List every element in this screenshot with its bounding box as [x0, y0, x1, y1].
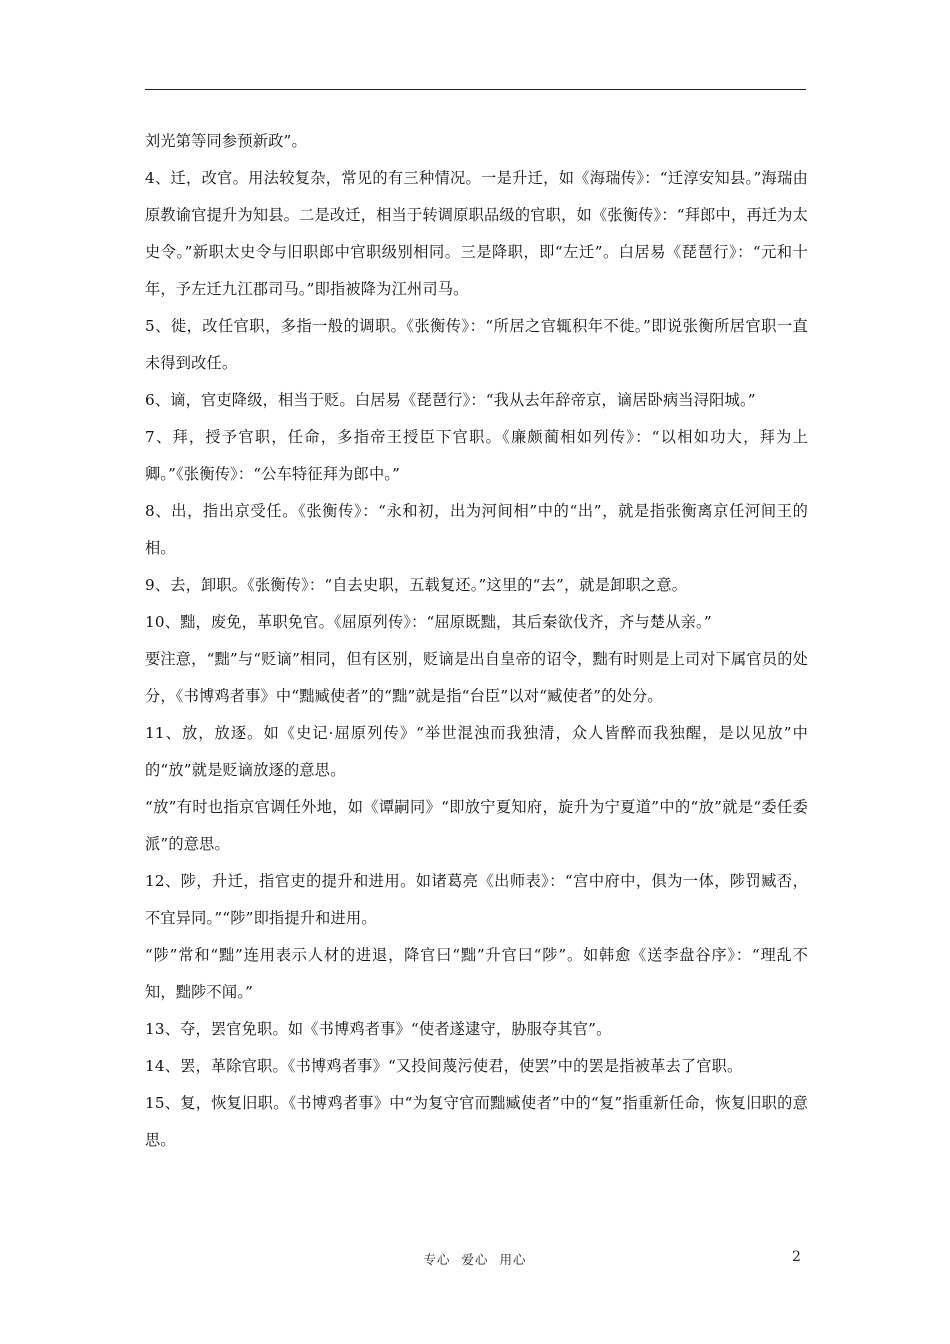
paragraph: 13、夺，罢官免职。如《书博鸡者事》“使者遂逮守，胁服夺其官”。 — [145, 1020, 612, 1038]
page-number: 2 — [792, 1249, 801, 1265]
paragraph: 要注意，“黜”与“贬谪”相同，但有区别，贬谪是出自皇帝的诏令，黜有时则是上司对下属官员的处分，《书博鸡者事》中“黜臧使者”的“黜”就是指“台臣”以对“臧使者”的处分。 — [145, 650, 808, 705]
paragraph: 14、罢，革除官职。《书博鸡者事》“又投间蔑污使君，使罢”中的罢是指被革去了官职。 — [145, 1057, 743, 1075]
paragraph: 10、黜，废免，革职免官。《屈原列传》：“屈原既黜，其后秦欲伐齐，齐与楚从亲。” — [145, 613, 712, 631]
paragraph: 6、谪，官吏降级，相当于贬。白居易《琵琶行》：“我从去年辞帝京，谪居卧病当浔阳城。” — [145, 391, 756, 409]
paragraph: “陟”常和“黜”连用表示人材的进退，降官曰“黜”升官曰“陟”。如韩愈《送李盘谷序》：“理乱不知，黜陟不闻。” — [145, 946, 808, 1001]
paragraph: 15、复，恢复旧职。《书博鸡者事》中“为复守官而黜臧使者”中的“复”指重新任命，恢复旧职的意思。 — [145, 1094, 808, 1149]
paragraph: 4、迁，改官。用法较复杂，常见的有三种情况。一是升迁，如《海瑞传》：“迁淳安知县。”海瑞由原教谕官提升为知县。二是改迁，相当于转调原职品级的官职，如《张衡传》：“拜郎中，再迁为太史令。”新职太史令与旧职郎中官职级别相同。三是降职，即“左迁”。白居易《琵琶行》：“元和十年，予左迁九江郡司马。”即指被降为江州司马。 — [145, 169, 808, 298]
footer-motto: 专心 爱心 用心 — [423, 1252, 527, 1267]
page-body — [145, 123, 808, 1159]
paragraph: 7、拜，授予官职，任命，多指帝王授臣下官职。《廉颇蔺相如列传》：“以相如功大，拜为上卿。”《张衡传》：“公车特征拜为郎中。” — [145, 428, 808, 483]
paragraph: 8、出，指出京受任。《张衡传》：“永和初，出为河间相”中的“出”，就是指张衡离京任河间王的相。 — [145, 502, 808, 557]
paragraph: 11、放，放逐。如《史记·屈原列传》“举世混浊而我独清，众人皆醉而我独醒，是以见放”中的“放”就是贬谪放逐的意思。 — [145, 724, 808, 779]
header-rule — [145, 89, 806, 90]
paragraph: 9、去，卸职。《张衡传》：“自去史职，五载复还。”这里的“去”，就是卸职之意。 — [145, 576, 688, 594]
paragraph: 刘光第等同参预新政”。 — [145, 132, 307, 150]
paragraph: 5、徙，改任官职，多指一般的调职。《张衡传》：“所居之官辄积年不徙。”即说张衡所居官职一直未得到改任。 — [145, 317, 808, 372]
paragraph: “放”有时也指京官调任外地，如《谭嗣同》“即放宁夏知府，旋升为宁夏道”中的“放”就是“委任委派”的意思。 — [145, 798, 808, 853]
paragraph: 12、陟，升迁，指官吏的提升和进用。如诸葛亮《出师表》：“宫中府中，俱为一体，陟罚臧否，不宜异同。”“陟”即指提升和进用。 — [145, 872, 808, 927]
